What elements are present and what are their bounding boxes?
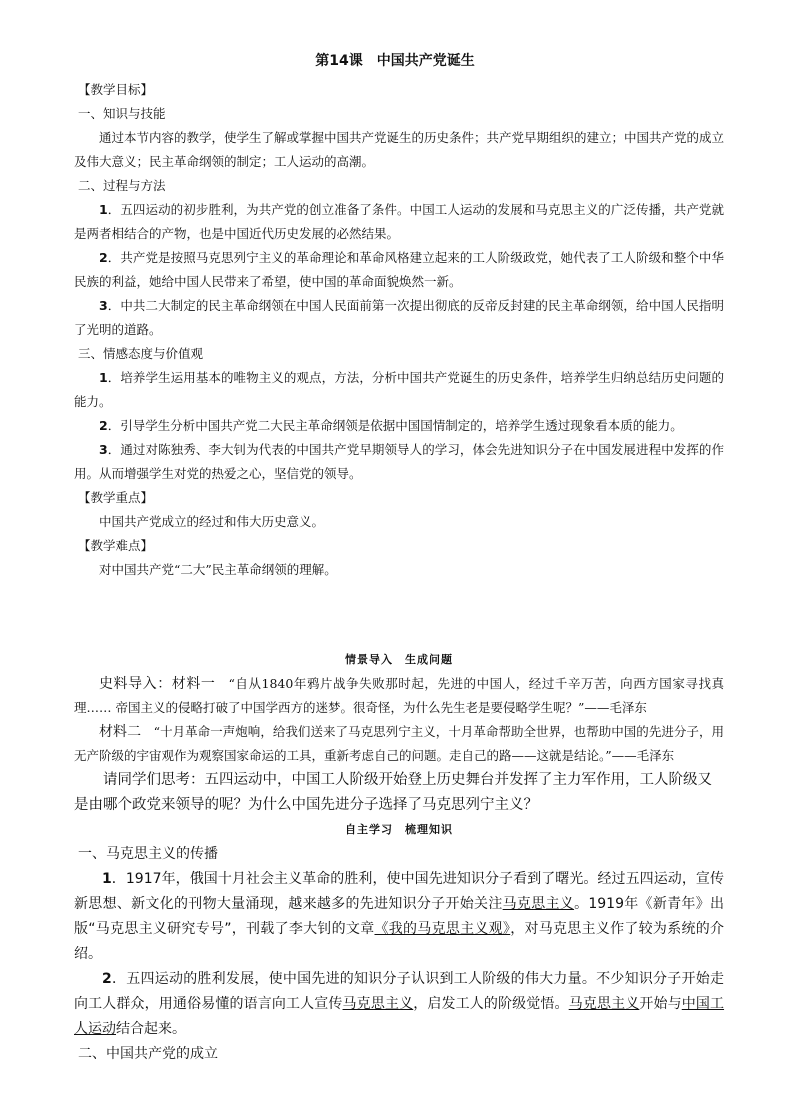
difficult-points-text: 对中国共产党“二大”民主革命纲领的理解。 (99, 562, 337, 577)
attitude-item: 1．培养学生运用基本的唯物主义的观点，方法，分析中国共产党诞生的历史条件，培养学生归纳总结历史问题的能力。 (74, 370, 724, 409)
item-number: 3 (99, 442, 108, 457)
intro-label: 史料导入： (99, 676, 172, 692)
self-study-paragraph-1: 1．1917年，俄国十月社会主义革命的胜利，使中国先进知识分子看到了曙光。经过五四运动，宣传新思想、新文化的刊物大量涌现，越来越多的先进知识分子开始关注马克思主义。1919年《新青年》出版“马克思主义研究专号”，刊载了李大钊的文章《我的马克思主义观》，对马克思主义作了较为系统的介绍。 (74, 871, 725, 962)
text-segment: 结合起来。 (116, 1021, 186, 1037)
underlined-term: 马克思主义 (342, 996, 414, 1012)
item-text: 五四运动的初步胜利，为共产党的创立准备了条件。中国工人运动的发展和马克思主义的广泛传播，共产党就是两者相结合的产物，也是中国近代历史发展的必然结果。 (74, 202, 724, 241)
attitude-item: 3．通过对陈独秀、李大钊为代表的中国共产党早期领导人的学习，体会先进知识分子在中国发展进程中发挥的作用。从而增强学生对党的热爱之心，坚信党的领导。 (74, 442, 724, 481)
item-number: 3 (99, 298, 108, 313)
material-one (74, 672, 724, 720)
item-number: 2 (99, 250, 108, 265)
text-segment: 1917年，俄国十月社会主义革命的胜利，使中国先进知识分子看到了曙光。经过五四运动，宣传新思想、新文化的刊物大量涌现，越来越多的先进知识分子开始关注 (74, 871, 724, 912)
item-text: 中共二大制定的民主革命纲领在中国人民面前第一次提出彻底的反帝反封建的民主革命纲领，给中国人民指明了光明的道路。 (74, 298, 724, 337)
material-two (74, 720, 724, 768)
material-one-label: 材料一 (171, 676, 216, 692)
item-number: 2 (99, 418, 108, 433)
text-segment: 五四运动的胜利发展，使中国先进的知识分子认识到工人阶级的伟大力量。不少知识分子开始走向工人群众，用通俗易懂的语言向工人宣传 (74, 971, 725, 1012)
item-number: 2 (102, 971, 112, 987)
text-segment: ，对马克思主义作了较为系统的介绍。 (74, 921, 725, 962)
key-points-heading: 【教学重点】 (78, 490, 154, 505)
attitude-heading: 三、情感态度与价值观 (78, 346, 204, 361)
process-item: 2．共产党是按照马克思列宁主义的革命理论和革命风格建立起来的工人阶级政党，她代表了工人阶级和整个中华民族的利益，她给中国人民带来了希望，使中国的革命面貌焕然一新。 (74, 250, 724, 289)
difficult-points-heading: 【教学难点】 (78, 538, 154, 553)
underlined-term: 马克思主义 (502, 896, 575, 912)
self-study-content (74, 842, 724, 1067)
knowledge-text: 通过本节内容的教学，使学生了解或掌握中国共产党诞生的历史条件；共产党早期组织的建立；中国共产党的成立及伟大意义；民主革命纲领的制定；工人运动的高潮。 (74, 130, 725, 169)
item-text: 通过对陈独秀、李大钊为代表的中国共产党早期领导人的学习，体会先进知识分子在中国发展进程中发挥的作用。从而增强学生对党的热爱之心，坚信党的领导。 (74, 442, 724, 481)
self-study-title: 自主学习 梳理知识 (345, 823, 453, 836)
item-text: 引导学生分析中国共产党二大民主革命纲领是依据中国国情制定的，培养学生透过现象看本质的能力。 (120, 418, 683, 433)
text-segment: 。1919年《新青年》出版“马克思主义研究专号”，刊载了李大钊的文章 (74, 896, 724, 937)
process-item: 3．中共二大制定的民主革命纲领在中国人民面前第一次提出彻底的反帝反封建的民主革命纲领，给中国人民指明了光明的道路。 (74, 298, 724, 337)
lesson-content-section (74, 648, 724, 1067)
self-study-paragraph-2: 2．五四运动的胜利发展，使中国先进的知识分子认识到工人阶级的伟大力量。不少知识分子开始走向工人群众，用通俗易懂的语言向工人宣传马克思主义，启发工人的阶级觉悟。马克思主义开始与中国工人运动结合起来。 (74, 971, 725, 1037)
lesson-title: 第14课 中国共产党诞生 (315, 53, 475, 69)
text-segment: ，启发工人的阶级觉悟。 (413, 996, 569, 1012)
intro-section-title: 情景导入 生成问题 (345, 653, 453, 666)
underlined-term: 马克思主义 (568, 996, 640, 1012)
part2-heading: 二、中国共产党的成立 (78, 1046, 218, 1062)
underlined-term: 《我的马克思主义观》 (374, 921, 511, 937)
part1-heading: 一、马克思主义的传播 (78, 846, 218, 862)
material-two-text: “十月革命一声炮响，给我们送来了马克思列宁主义，十月革命帮助全世界，也帮助中国的先进分子，用无产阶级的宇宙观作为观察国家命运的工具，重新考虑自己的问题。走自己的路——这就是结论。”——毛泽东 (74, 724, 724, 763)
attitude-item: 2．引导学生分析中国共产党二大民主革命纲领是依据中国国情制定的，培养学生透过现象看本质的能力。 (99, 418, 683, 433)
item-number: 1 (99, 370, 108, 385)
text-segment: 开始与 (639, 996, 682, 1012)
underlined-term: 中国工人运动 (74, 996, 725, 1037)
process-item: 1．五四运动的初步胜利，为共产党的创立准备了条件。中国工人运动的发展和马克思主义的广泛传播，共产党就是两者相结合的产物，也是中国近代历史发展的必然结果。 (74, 202, 724, 241)
item-text: 培养学生运用基本的唯物主义的观点，方法，分析中国共产党诞生的历史条件，培养学生归纳总结历史问题的能力。 (74, 370, 724, 409)
item-number: 1 (99, 202, 108, 217)
knowledge-heading: 一、知识与技能 (78, 106, 166, 121)
material-two-label: 材料二 (99, 724, 142, 740)
item-number: 1 (102, 871, 112, 887)
goals-heading: 【教学目标】 (78, 82, 154, 97)
think-question: 请同学们思考：五四运动中，中国工人阶级开始登上历史舞台并发挥了主力军作用，工人阶级又是由哪个政党来领导的呢？为什么中国先进分子选择了马克思列宁主义？ (74, 772, 712, 813)
material-one-text: “自从1840年鸦片战争失败那时起，先进的中国人，经过千辛万苦，向西方国家寻找真理…… 帝国主义的侵略打破了中国学西方的迷梦。很奇怪，为什么先生老是要侵略学生呢？”——毛泽东 (74, 676, 725, 715)
item-text: 共产党是按照马克思列宁主义的革命理论和革命风格建立起来的工人阶级政党，她代表了工人阶级和整个中华民族的利益，她给中国人民带来了希望，使中国的革命面貌焕然一新。 (74, 250, 724, 289)
key-points-text: 中国共产党成立的经过和伟大历史意义。 (99, 514, 325, 529)
teaching-plan-section (74, 78, 724, 582)
process-heading: 二、过程与方法 (78, 178, 166, 193)
